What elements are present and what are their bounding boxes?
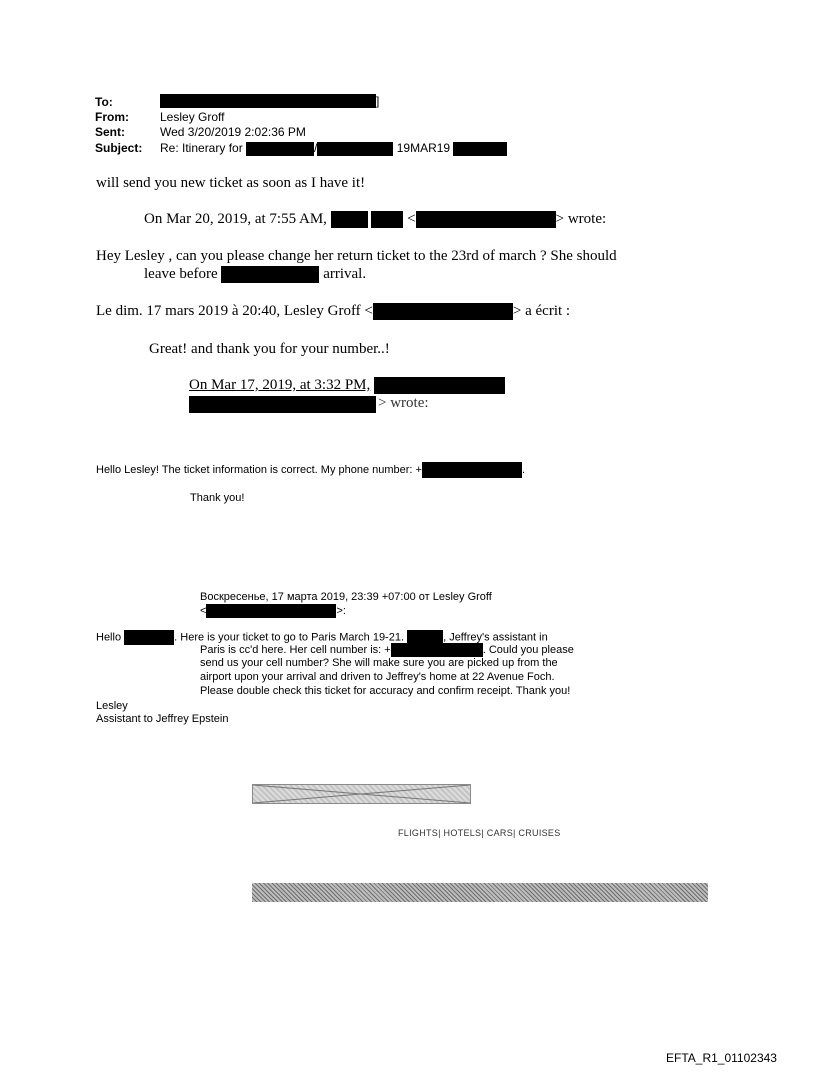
russian-lt: < [200,604,207,617]
russian-quote-header [200,591,492,603]
quote2-header [96,303,570,320]
msg2-line2 [144,266,366,283]
subject-slash: / [314,141,318,155]
quote1-header [144,211,606,228]
sent-label: Sent: [95,125,125,139]
hatched-banner [252,883,708,902]
redacted-subject-code [453,142,507,156]
subject-label: Subject: [95,141,143,155]
subject-prefix: Re: Itinerary for [160,141,243,155]
redacted-recipient [160,94,376,108]
subject-date: 19MAR19 [396,141,451,155]
redacted-sender-last [371,211,403,228]
quote3-prefix: On Mar 17, 2019, at 3:32 PM, [189,377,371,393]
quote1-lt: < [407,211,416,227]
image-missing-icon [253,785,470,803]
reply-line: will send you new ticket as soon as I have it! [96,175,366,191]
quote1-prefix: On Mar 20, 2019, at 7:55 AM, [144,211,327,227]
from-value: Lesley Groff [160,110,225,124]
redacted-arrival-name [221,266,319,283]
redacted-subject-name-2 [317,142,393,156]
document-id: EFTA_R1_01102343 [666,1051,777,1065]
redacted-cell-number [391,643,483,657]
redacted-groff-email [373,303,513,320]
russian-email-line [200,604,346,618]
final-msg-line3: send us your cell number? She will make sure you are picked up from the [200,657,558,669]
msg2-line1: Hey Lesley , can you please change her return ticket to the 23rd of march ? She should [96,248,617,264]
sent-value: Wed 3/20/2019 2:02:36 PM [160,125,306,139]
final-p2-b: . Could you please [482,643,574,656]
final-msg-line2 [200,643,574,657]
hello-lesley-line [96,462,525,478]
redacted-quote3-email [189,396,376,413]
final-p1-a: . Here is your ticket to go to Paris March 19-21. [174,631,405,644]
great-line: Great! and thank you for your number..! [149,341,390,357]
quote2-suffix: > a écrit : [512,303,571,319]
russian-header-text: Воскресенье, 17 марта 2019, 23:39 +07:00 от Lesley Groff [200,591,492,603]
redacted-subject-name-1 [246,142,314,156]
msg2-line2-a: leave before [144,266,218,282]
hello-suffix: . [521,463,526,476]
travel-links[interactable]: FLIGHTS| HOTELS| CARS| CRUISES [398,828,561,838]
thank-you-line: Thank you! [190,492,245,504]
quote1-suffix: > wrote: [555,211,607,227]
redacted-recipient-name [124,630,174,645]
final-msg-line4: airport upon your arrival and driven to Jeffrey's home at 22 Avenue Foch. [200,671,555,683]
quote3-wrote: > wrote: [378,395,429,411]
final-hello: Hello [96,631,122,644]
quote2-prefix: Le dim. 17 mars 2019 à 20:40, Lesley Groff < [96,303,373,319]
from-label: From: [95,110,129,124]
signature-name: Lesley [96,700,128,712]
hello-prefix: Hello Lesley! The ticket information is correct. My phone number: + [96,463,422,476]
quote3-line1 [189,377,505,394]
redacted-sender-email [416,211,556,228]
to-label: To: [95,95,113,109]
redacted-quote3-sender [374,377,505,394]
final-p2-a: Paris is cc'd here. Her cell number is: + [200,643,391,656]
redacted-sender-first [331,211,368,228]
to-bracket: ] [376,94,380,108]
broken-image-placeholder [252,784,471,804]
final-p1-b: , Jeffrey's assistant in [443,631,548,644]
final-msg-line5: Please double check this ticket for accuracy and confirm receipt. Thank you! [200,685,571,697]
russian-gt: >: [336,604,346,617]
redacted-phone-number [422,462,522,478]
subject-value [160,141,507,156]
signature-title: Assistant to Jeffrey Epstein [96,713,229,725]
redacted-russian-email [206,604,336,618]
msg2-line2-b: arrival. [323,266,367,282]
